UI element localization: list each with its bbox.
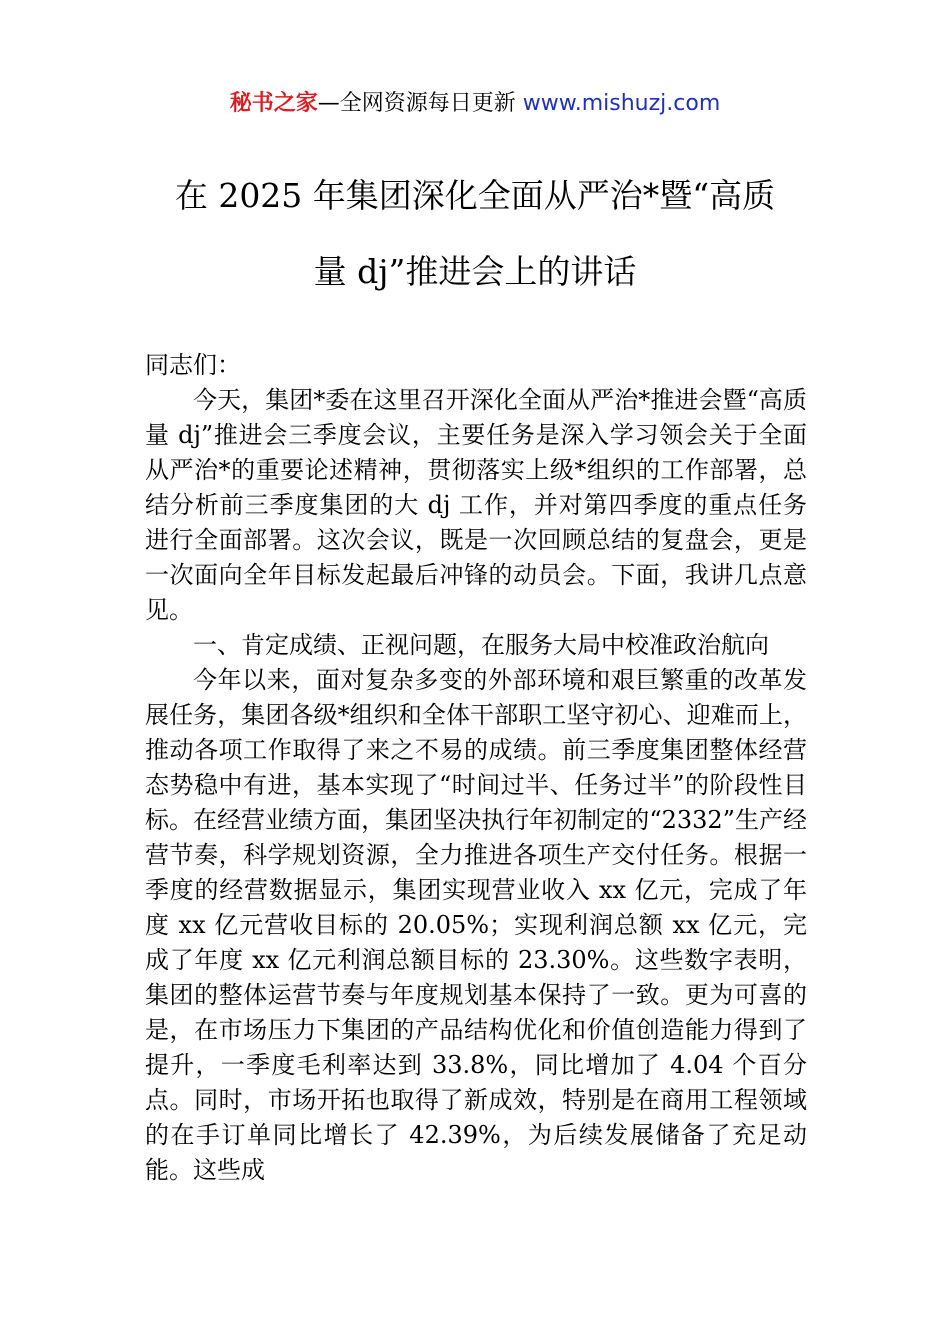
paragraph-intro: 今天，集团*委在这里召开深化全面从严治*推进会暨“高质量 dj”推进会三季度会议，主要任务是深入学习领会关于全面从严治*的重要论述精神，贯彻落实上级*组织的工作部署，总结分析前三季度集团的大 dj 工作，并对第四季度的重点任务进行全面部署。这次会议，既是一次回顾总结的复盘会，更是一次面向全年目标发起最后冲锋的动员会。下面，我讲几点意见。 (145, 386, 807, 624)
header-site-link[interactable]: www.mishuzj.com (522, 91, 721, 116)
header-tagline: —全网资源每日更新 (317, 91, 523, 116)
title-line-1: 在 2025 年集团深化全面从严治*暨“高质 (174, 176, 776, 215)
section-heading-1: 一、肯定成绩、正视问题，在服务大局中校准政治航向 (193, 631, 769, 659)
paragraph-achievements: 今年以来，面对复杂多变的外部环境和艰巨繁重的改革发展任务，集团各级*组织和全体干部职工坚守初心、迎难而上，推动各项工作取得了来之不易的成绩。前三季度集团整体经营态势稳中有进，基本实现了“时间过半、任务过半”的阶段性目标。在经营业绩方面，集团坚决执行年初制定的“2332”生产经营节奏，科学规划资源，全力推进各项生产交付任务。根据一季度的经营数据显示，集团实现营业收入 xx 亿元，完成了年度 xx 亿元营收目标的 20.05%；实现利润总额 xx 亿元，完成了年度 xx 亿元利润总额目标的 23.30%。这些数字表明，集团的整体运营节奏与年度规划基本保持了一致。更为可喜的是，在市场压力下集团的产品结构优化和价值创造能力得到了提升，一季度毛利率达到 33.8%，同比增加了 4.04 个百分点。同时，市场开拓也取得了新成效，特别是在商用工程领域的在手订单同比增长了 42.39%，为后续发展储备了充足动能。这些成 (145, 666, 807, 1184)
greeting: 同志们： (145, 351, 241, 379)
document-body (145, 348, 807, 1188)
document-title (140, 158, 810, 310)
site-header (0, 88, 950, 120)
header-brand: 秘书之家 (229, 91, 318, 116)
title-line-2: 量 dj”推进会上的讲话 (313, 252, 637, 291)
